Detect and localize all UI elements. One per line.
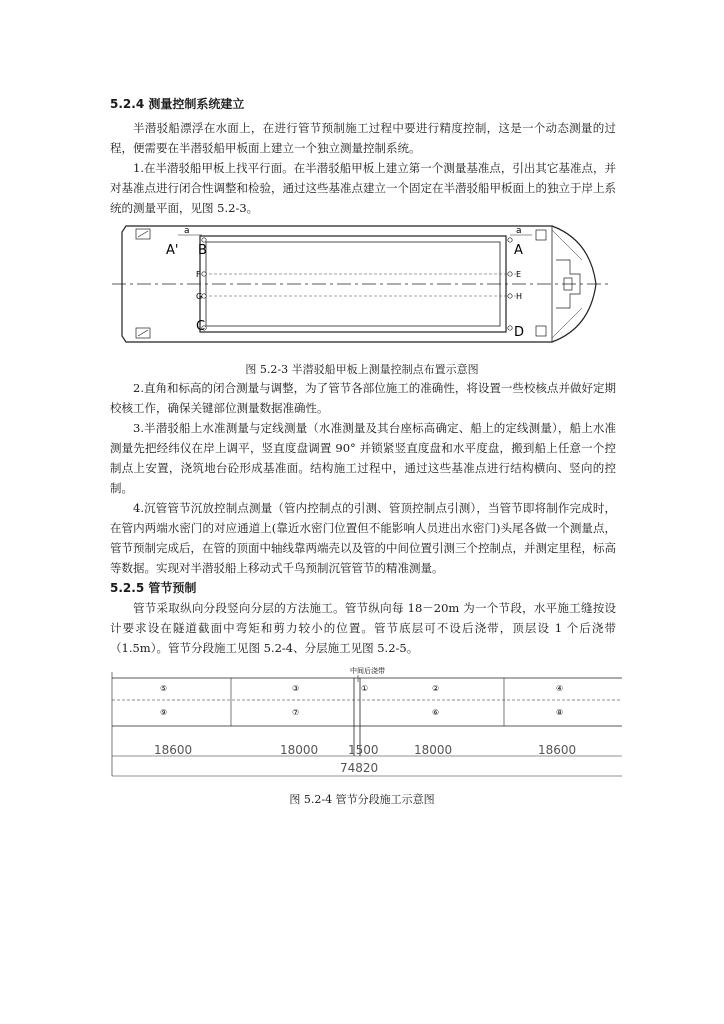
point-label-a-small: a <box>184 226 190 236</box>
segment-length: 18000 <box>414 743 453 757</box>
point-label-g: G <box>196 292 203 301</box>
segment-length: 18600 <box>538 743 577 757</box>
control-point <box>202 272 206 276</box>
bollard-mark <box>138 330 148 336</box>
bollard-bottom-right <box>536 326 546 336</box>
barge-deck-diagram <box>112 220 612 350</box>
paragraph: 1.在半潜驳船甲板上找平行面。在半潜驳船甲板上建立第一个测量基准点，引出其它基准点，并对基准点进行闭合性调整和检验，通过这些基准点建立一个固定在半潜驳船甲板面上的独立于岸上系统的测量平面，见图 5.2-3。 <box>110 161 616 215</box>
section-heading: 5.2.5 管节预制 <box>110 581 197 595</box>
section-5-2-4-continued <box>110 378 616 658</box>
point-label-e: E <box>516 270 522 279</box>
segment-mark: ③ <box>292 684 300 693</box>
segment-length: 1500 <box>348 743 379 757</box>
point-label-h: H <box>516 292 523 301</box>
segment-mark: ⑨ <box>160 708 168 717</box>
point-label-c: C <box>196 319 206 334</box>
paragraph: 4.沉管管节沉放控制点测量（管内控制点的引测、管顶控制点引测），当管节即将制作完成时，在管内两端水密门的对应通道上(靠近水密门位置但不能影响人员进出水密门)头尾各做一个测量点，管节预制完成后，在管的顶面中轴线靠两端壳以及管的中间位置引测三个控制点，并测定里程，标高等数据。实现对半潜驳船上移动式千鸟预制沉管管节的精准测量。 <box>110 501 616 575</box>
center-joint-label: 中间后浇带 <box>350 667 385 675</box>
segment-diagram <box>108 664 622 784</box>
bow-diagonal-2 <box>552 308 582 338</box>
point-label-d: D <box>514 325 525 340</box>
segment-length: 18000 <box>280 743 319 757</box>
section-5-2-4 <box>110 94 616 218</box>
control-point <box>202 294 206 298</box>
point-label-a-small: a <box>516 226 522 236</box>
segment-mark: ⑥ <box>432 708 440 717</box>
figure-caption: 图 5.2-4 管节分段施工示意图 <box>289 793 435 806</box>
paragraph: 半潜驳船漂浮在水面上，在进行管节预制施工过程中要进行精度控制，这是一个动态测量的过程，便需要在半潜驳船甲板面上建立一个独立测量控制系统。 <box>110 121 616 155</box>
segment-mark: ⑧ <box>556 708 564 717</box>
bollard-top-right <box>536 230 546 240</box>
paragraph: 2.直角和标高的闭合测量与调整，为了管节各部位施工的准确性，将设置一些校核点并做好定期校核工作，确保关键部位测量数据准确性。 <box>110 381 616 415</box>
control-point <box>202 238 206 242</box>
bollard-mark <box>138 231 148 237</box>
paragraph: 管节采取纵向分段竖向分层的方法施工。管节纵向每 18－20m 为一个节段，水平施工缝按设计要求设在隧道截面中弯矩和剪力较小的位置。管节底层可不设后浇带，顶层设 1 个后浇带（1.5m）。管节分段施工见图 5.2-4、分层施工见图 5.2-5。 <box>110 601 616 655</box>
segment-mark: ① <box>361 684 369 693</box>
segment-mark: ④ <box>556 684 564 693</box>
control-point <box>508 238 512 242</box>
point-label-a-prime: A' <box>166 243 179 258</box>
figure-caption: 图 5.2-3 半潜驳船甲板上测量控制点布置示意图 <box>245 363 479 376</box>
segment-length: 18600 <box>154 743 193 757</box>
bow-diagonal-1 <box>552 230 582 260</box>
control-point <box>508 272 512 276</box>
paragraph: 3.半潜驳船上水准测量与定线测量（水准测量及其台座标高确定、船上的定线测量），船上水准测量先把经纬仪在岸上调平，竖直度盘调置 90° 并锁紧竖直度盘和水平度盘，搬到船上任意一个控制点上安置，浇筑地台砼形成基准面。结构施工过程中，通过这些基准点进行结构横向、竖向的控制。 <box>110 421 616 495</box>
section-heading: 5.2.4 测量控制系统建立 <box>110 97 245 111</box>
control-point <box>508 294 512 298</box>
point-label-f: F <box>196 270 201 279</box>
segment-mark: ② <box>432 684 440 693</box>
point-label-a: A <box>514 243 523 258</box>
control-point <box>508 326 512 330</box>
point-label-b: B <box>198 243 207 258</box>
segment-mark: ⑦ <box>292 708 300 717</box>
total-length: 74820 <box>340 761 379 775</box>
segment-mark: ⑤ <box>160 684 168 693</box>
